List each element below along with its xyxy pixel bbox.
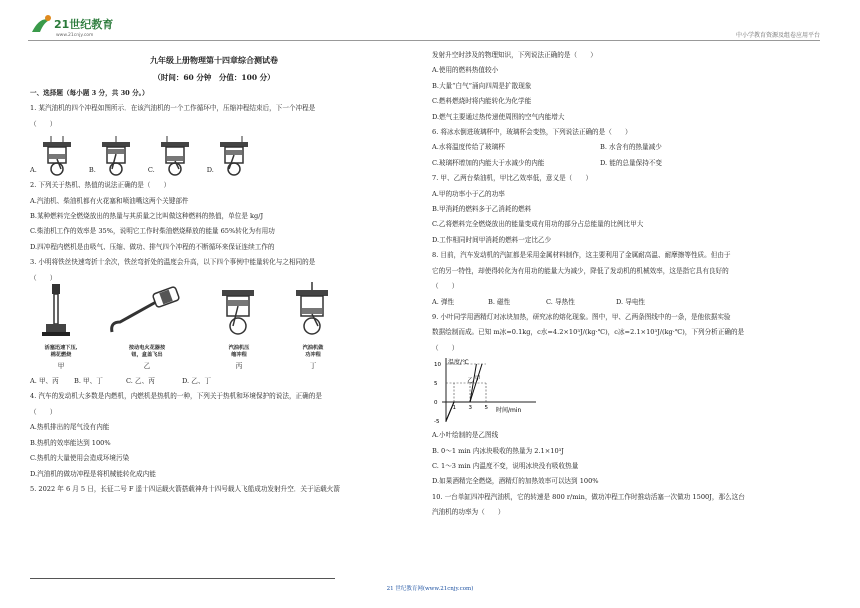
left-column	[30, 52, 398, 497]
x-tick-label: 1	[452, 405, 456, 412]
exam-subtitle: （时间：60 分钟 分值：100 分）	[153, 73, 275, 82]
q2-stem: 2. 下列关于热机、热值的说法正确的是（ ）	[30, 181, 171, 190]
header-platform-text: 中小学教育资源及组卷应用平台	[735, 32, 820, 39]
y-axis-label: 温度/℃	[448, 359, 469, 367]
q9-option-c: C. 1～3 min 内温度不变，说明冰块没有吸收热量	[432, 461, 579, 470]
q5-option-a: A.使用的燃料热值较小	[432, 66, 499, 75]
engine-stroke-icon	[292, 282, 332, 338]
engine-stroke-icon	[216, 136, 252, 178]
q3-figures	[30, 286, 398, 374]
engine-stroke-icon	[98, 136, 134, 178]
q1-option-c: C.	[148, 136, 193, 178]
q1-blank: （ ）	[30, 119, 57, 128]
q4-option-a: A.热机排出的尾气没有内能	[30, 423, 110, 432]
engine-stroke-icon	[218, 282, 258, 338]
series-label: 乙	[467, 378, 473, 385]
q7-option-a: A.甲的功率小于乙的功率	[432, 189, 505, 198]
q8-stem: 8. 目前，汽车发动机的汽缸都是采用金属材料制作，这主要利用了金属耐高温、耐摩擦等性质。但由于	[432, 251, 731, 260]
q8-options: A. 弹性 B. 磁性 C. 导热性 D. 导电性	[432, 297, 646, 306]
q6-stem: 6. 将冰水倒进玻璃杯中，玻璃杯会变热，下列说法正确的是（ ）	[432, 128, 632, 137]
q4-stem: 4. 汽车的发动机大多数是内燃机，内燃机是热机的一种，下列关于热机和环境保护的说法，正确的是	[30, 392, 322, 401]
q3-figure-bing: 汽油机压 缩冲程 丙	[202, 282, 276, 374]
q9-option-a: A.小叶绘制的是乙图线	[432, 431, 499, 440]
q3-figure-yi: 按动电火花器按 钮，盒盖飞出 乙	[92, 282, 202, 374]
q1-option-b: B.	[89, 136, 134, 178]
q2-option-d: D.四冲程内燃机是由吸气、压缩、做功、排气四个冲程的不断循环来保证连续工作的	[30, 242, 275, 251]
q9-option-b: B. 0～1 min 内冰块吸收的热量为 2.1×10³J	[432, 446, 564, 455]
y-tick-label: 0	[434, 400, 438, 407]
q9-graph	[432, 356, 827, 428]
y-tick-label: 10	[434, 362, 441, 369]
q5-stem-cont: 发射升空时涉及的物理知识，下列说法正确的是（ ）	[432, 51, 597, 59]
engine-stroke-icon	[39, 136, 75, 178]
piston-tube-icon	[36, 282, 76, 338]
q3-options: A. 甲、丙 B. 甲、丁 C. 乙、丙 D. 乙、丁	[30, 377, 212, 386]
site-logo	[28, 12, 138, 38]
header-divider	[28, 40, 820, 41]
q3-figure-jia: 活塞迅速下压, 棉花燃烧 甲	[30, 282, 92, 374]
q2-option-b: B.某种燃料完全燃烧放出的热量与其质量之比叫做这种燃料的热值，单位是 kg/J	[30, 212, 264, 221]
q5-option-b: B.大量“白气”涌向四周是扩散现象	[432, 81, 532, 90]
q5-option-c: C.燃料燃烧时将内能转化为化学能	[432, 97, 532, 106]
q9-option-d: D.如果酒精完全燃烧，酒精灯的加热效率可以达到 100%	[432, 477, 599, 486]
q1-stem: 1. 某汽油机的四个冲程如图所示．在该汽油机的一个工作循环中，压缩冲程结束后，下一个冲程是	[30, 104, 316, 113]
x-tick-label: 3	[468, 405, 472, 412]
q1-engine-figures	[30, 132, 398, 178]
q7-option-c: C.乙将燃料完全燃烧放出的能量变成有用功的部分占总能量的比例比甲大	[432, 220, 644, 229]
section-heading: 一、选择题（每小题 3 分，共 30 分。）	[30, 89, 149, 97]
q4-option-b: B.热机的效率能达到 100%	[30, 438, 111, 447]
q9-blank: （ ）	[432, 343, 459, 352]
q9-stem: 9. 小叶同学用酒精灯对冰块加热，研究冰的熔化现象。图中，甲、乙两条图线中的一条，是他依据实验	[432, 312, 731, 321]
footer-divider	[30, 578, 335, 579]
q2-option-a: A.汽油机、柴油机都有火花塞和喷油嘴这两个关键部件	[30, 196, 189, 205]
q10-stem-cont: 汽油机的功率为（ ）	[432, 508, 505, 517]
x-axis-label: 时间/min	[496, 407, 522, 415]
spark-igniter-icon	[106, 282, 186, 338]
q4-option-d: D.汽油机的做功冲程是将机械能转化成内能	[30, 469, 156, 478]
q5-stem: 5. 2022 年 6 月 5 日，长征二号 F 遥十四运载火箭搭载神舟十四号载人飞船成功发射升空．关于运载火箭	[30, 484, 340, 493]
q4-option-c: C.热机的大量使用会造成环境污染	[30, 454, 130, 463]
footer-source: 21 世纪教育网(www.21cnjy.com)	[386, 586, 474, 592]
exam-title: 九年级上册物理第十四章综合测试卷	[150, 55, 278, 65]
series-line-jia	[446, 364, 482, 421]
q8-stem-cont: 它的另一特性，却使得转化为有用功的能量大为减少，降低了发动机的机械效率，这是指它具有良好的	[432, 266, 729, 275]
q7-option-d: D.工作相同时间甲消耗的燃料一定比乙少	[432, 235, 552, 244]
q3-stem: 3. 小明将铁丝快速弯折十余次，铁丝弯折处的温度会升高，以下四个事例中能量转化与之相同的是	[30, 258, 316, 267]
engine-stroke-icon	[157, 136, 193, 178]
series-label: 甲	[475, 376, 481, 383]
q4-blank: （ ）	[30, 407, 57, 416]
q1-option-a: A.	[30, 136, 75, 178]
y-tick-label: 5	[434, 381, 438, 388]
q9-stem-cont: 数据绘制而成。已知 m冰=0.1kg，c水=4.2×10³J/(kg·℃)，c冰=2.1×10³J/(kg·℃)，下列分析正确的是	[432, 328, 745, 337]
svg-text:www.21cnjy.com: www.21cnjy.com	[56, 33, 94, 38]
q10-stem: 10. 一台单缸四冲程汽油机，它的转速是 800 r/min，做功冲程工作时推动活塞一次做功 1500J，那么这台	[432, 492, 745, 501]
q8-blank: （ ）	[432, 282, 459, 291]
q3-blank: （ ）	[30, 273, 57, 282]
y-tick-label: -5	[434, 419, 440, 426]
right-column	[432, 48, 827, 521]
q6-options-cd: C.玻璃杯增加的内能大于水减少的内能 D. 能的总量保持不变	[432, 158, 662, 167]
q7-option-b: B.甲消耗的燃料多于乙消耗的燃料	[432, 205, 532, 214]
x-tick-label: 5	[484, 405, 488, 412]
series-line-yi	[446, 364, 476, 421]
temperature-time-chart	[432, 356, 542, 426]
q1-option-d: D.	[207, 136, 252, 178]
q7-stem: 7. 甲、乙两台柴油机，甲比乙效率低，意义是（ ）	[432, 174, 593, 183]
q2-option-c: C.柴油机工作的效率是 35%，说明它工作时柴油燃烧释放的能量 65%转化为有用功	[30, 227, 275, 236]
q3-figure-ding: 汽油机做 功冲程 丁	[276, 282, 350, 374]
q5-option-d: D.燃气主要通过热传递使周围的空气内能增大	[432, 112, 565, 121]
q6-options-ab: A.水将温度传给了玻璃杯 B. 水含有的热量减少	[432, 143, 662, 152]
svg-text:21世纪教育: 21世纪教育	[54, 18, 114, 31]
